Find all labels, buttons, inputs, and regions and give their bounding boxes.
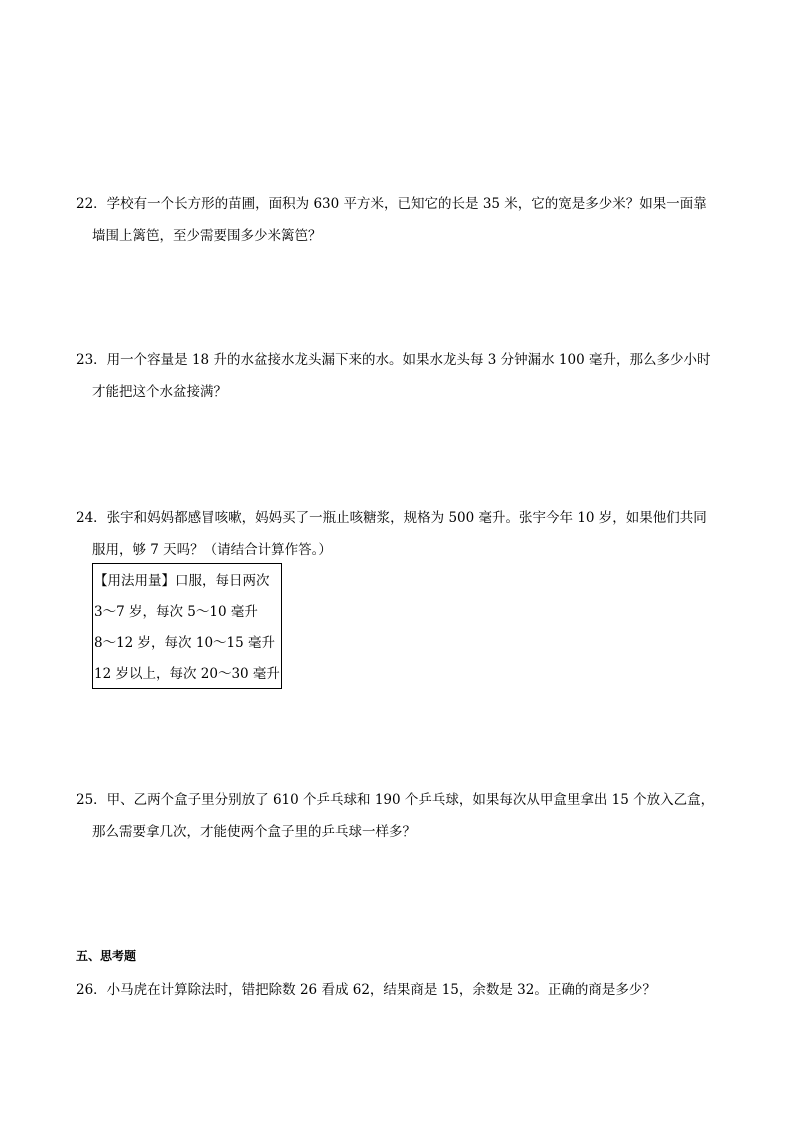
question-25-line-1: 25．甲、乙两个盒子里分别放了 610 个乒乓球和 190 个乒乓球，如果每次从甲盒里拿出 15 个放入乙盒，	[76, 792, 715, 808]
question-22-line-1: 22．学校有一个长方形的苗圃，面积为 630 平方米，已知它的长是 35 米，它的宽是多少米？如果一面靠	[76, 196, 707, 212]
section-5-title: 五、思考题	[76, 949, 137, 963]
question-23-line-2: 才能把这个水盆接满？	[92, 384, 227, 400]
question-24-line-2: 服用，够 7 天吗？（请结合计算作答。）	[92, 542, 332, 558]
question-26-line-1: 26．小马虎在计算除法时，错把除数 26 看成 62，结果商是 15，余数是 32。正确的商是多少？	[76, 982, 656, 998]
question-23	[76, 344, 736, 408]
question-24-line-1: 24．张宇和妈妈都感冒咳嗽，妈妈买了一瓶止咳糖浆，规格为 500 毫升。张宇今年 10 岁，如果他们共同	[76, 510, 707, 526]
dosage-age-8-12: 8～12 岁，每次 10～15 毫升	[94, 635, 275, 651]
question-24	[76, 502, 736, 566]
dosage-age-3-7: 3～7 岁，每次 5～10 毫升	[94, 604, 258, 620]
dosage-age-12-plus: 12 岁以上，每次 20～30 毫升	[94, 666, 280, 682]
question-22-line-2: 墙围上篱笆，至少需要围多少米篱笆？	[92, 228, 322, 244]
dosage-heading: 【用法用量】口服，每日两次	[94, 573, 270, 589]
question-26	[76, 974, 736, 1006]
question-23-line-1: 23．用一个容量是 18 升的水盆接水龙头漏下来的水。如果水龙头每 3 分钟漏水 100 毫升，那么多少小时	[76, 352, 711, 368]
question-25	[76, 784, 736, 848]
question-22	[76, 188, 736, 252]
question-25-line-2: 那么需要拿几次，才能使两个盒子里的乒乓球一样多？	[92, 824, 416, 840]
dosage-instructions-box	[92, 563, 282, 689]
